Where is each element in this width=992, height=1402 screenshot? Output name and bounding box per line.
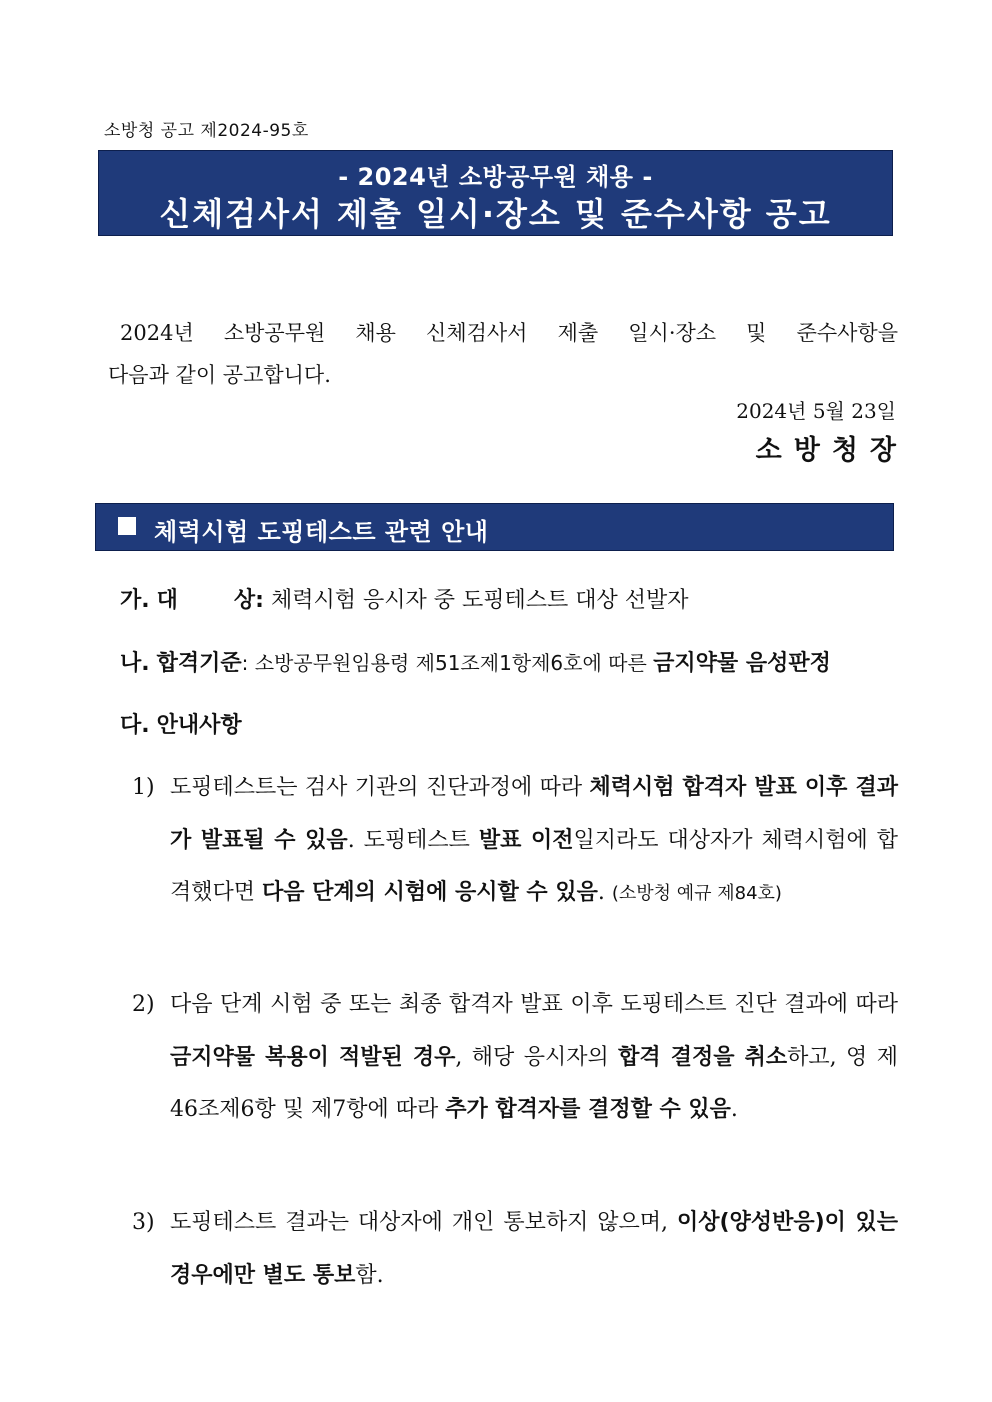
item-label: 안내사항 (156, 713, 242, 738)
note-item-2 (132, 979, 898, 1137)
note-text: . (730, 1097, 738, 1122)
note-emphasis: 합격 결정을 취소 (618, 1044, 788, 1070)
item-value-emphasis: 금지약물 음성판정 (653, 651, 831, 676)
item-marker: 가. (120, 588, 150, 613)
note-text: 다음 단계 시험 중 또는 최종 합격자 발표 이후 도핑테스트 진단 결과에 따라 (170, 992, 898, 1017)
note-emphasis: 다음 단계의 시험에 응시할 수 있음 (262, 880, 598, 905)
intro-paragraph (108, 312, 898, 396)
note-text: 일지라도 대상자가 체력시험에 합격했다면 (170, 827, 898, 905)
title-subheading: - 2024년 소방공무원 채용 - (338, 163, 653, 191)
note-emphasis: 금지약물 복용이 적발된 경우 (170, 1044, 456, 1070)
note-text: . (597, 880, 612, 905)
note-emphasis: 추가 합격자를 결정할 수 있음 (445, 1097, 731, 1122)
note-text: 하고, 영 제46조제6항 및 제7항에 따라 (170, 1044, 898, 1122)
item-target (120, 583, 688, 614)
intro-line-1: 2024년 소방공무원 채용 신체검사서 제출 일시·장소 및 준수사항을 (120, 321, 898, 345)
page-title: 신체검사서 제출 일시·장소 및 준수사항 공고 (159, 195, 832, 233)
item-label-part: 대 (156, 588, 178, 613)
notice-number: 소방청 공고 제2024-95호 (104, 121, 309, 141)
item-marker: 나. (120, 651, 150, 676)
note-emphasis: 발표 이전 (478, 827, 574, 853)
square-bullet-icon (118, 517, 136, 535)
section-header (95, 503, 894, 551)
item-criteria (120, 646, 831, 677)
item-guidance (120, 708, 242, 739)
note-item-1 (132, 762, 898, 921)
note-number: 2) (132, 992, 155, 1017)
section-title: 체력시험 도핑테스트 관련 안내 (154, 518, 489, 546)
note-text: 도핑테스트 결과는 대상자에 개인 통보하지 않으며, (170, 1210, 677, 1235)
note-number: 3) (132, 1210, 155, 1235)
item-value: 체력시험 응시자 중 도핑테스트 대상 선발자 (270, 588, 689, 613)
note-number: 1) (132, 775, 155, 800)
note-text: . 도핑테스트 (347, 827, 479, 853)
intro-line-2: 다음과 같이 공고합니다. (108, 363, 331, 387)
note-reference: (소방청 예규 제84호) (611, 883, 782, 904)
item-value: : 소방공무원임용령 제51조제1항제6호에 따른 (241, 651, 654, 675)
item-label-part: 상: (233, 588, 264, 613)
note-emphasis: 이상(양성반응)이 있는 경우에만 별도 통보 (170, 1210, 898, 1288)
announcement-date: 2024년 5월 23일 (736, 399, 896, 423)
item-marker: 다. (120, 713, 150, 738)
item-label: 합격기준 (156, 651, 242, 676)
note-emphasis: 체력시험 합격자 발표 이후 결과가 발표될 수 있음 (170, 775, 898, 853)
note-item-3 (132, 1197, 898, 1302)
title-banner (98, 150, 893, 236)
note-text: 함. (355, 1262, 384, 1288)
signer-title: 소방청장 (755, 435, 908, 466)
note-text: , 해당 응시자의 (455, 1044, 619, 1070)
note-text: 도핑테스트는 검사 기관의 진단과정에 따라 (170, 775, 590, 800)
